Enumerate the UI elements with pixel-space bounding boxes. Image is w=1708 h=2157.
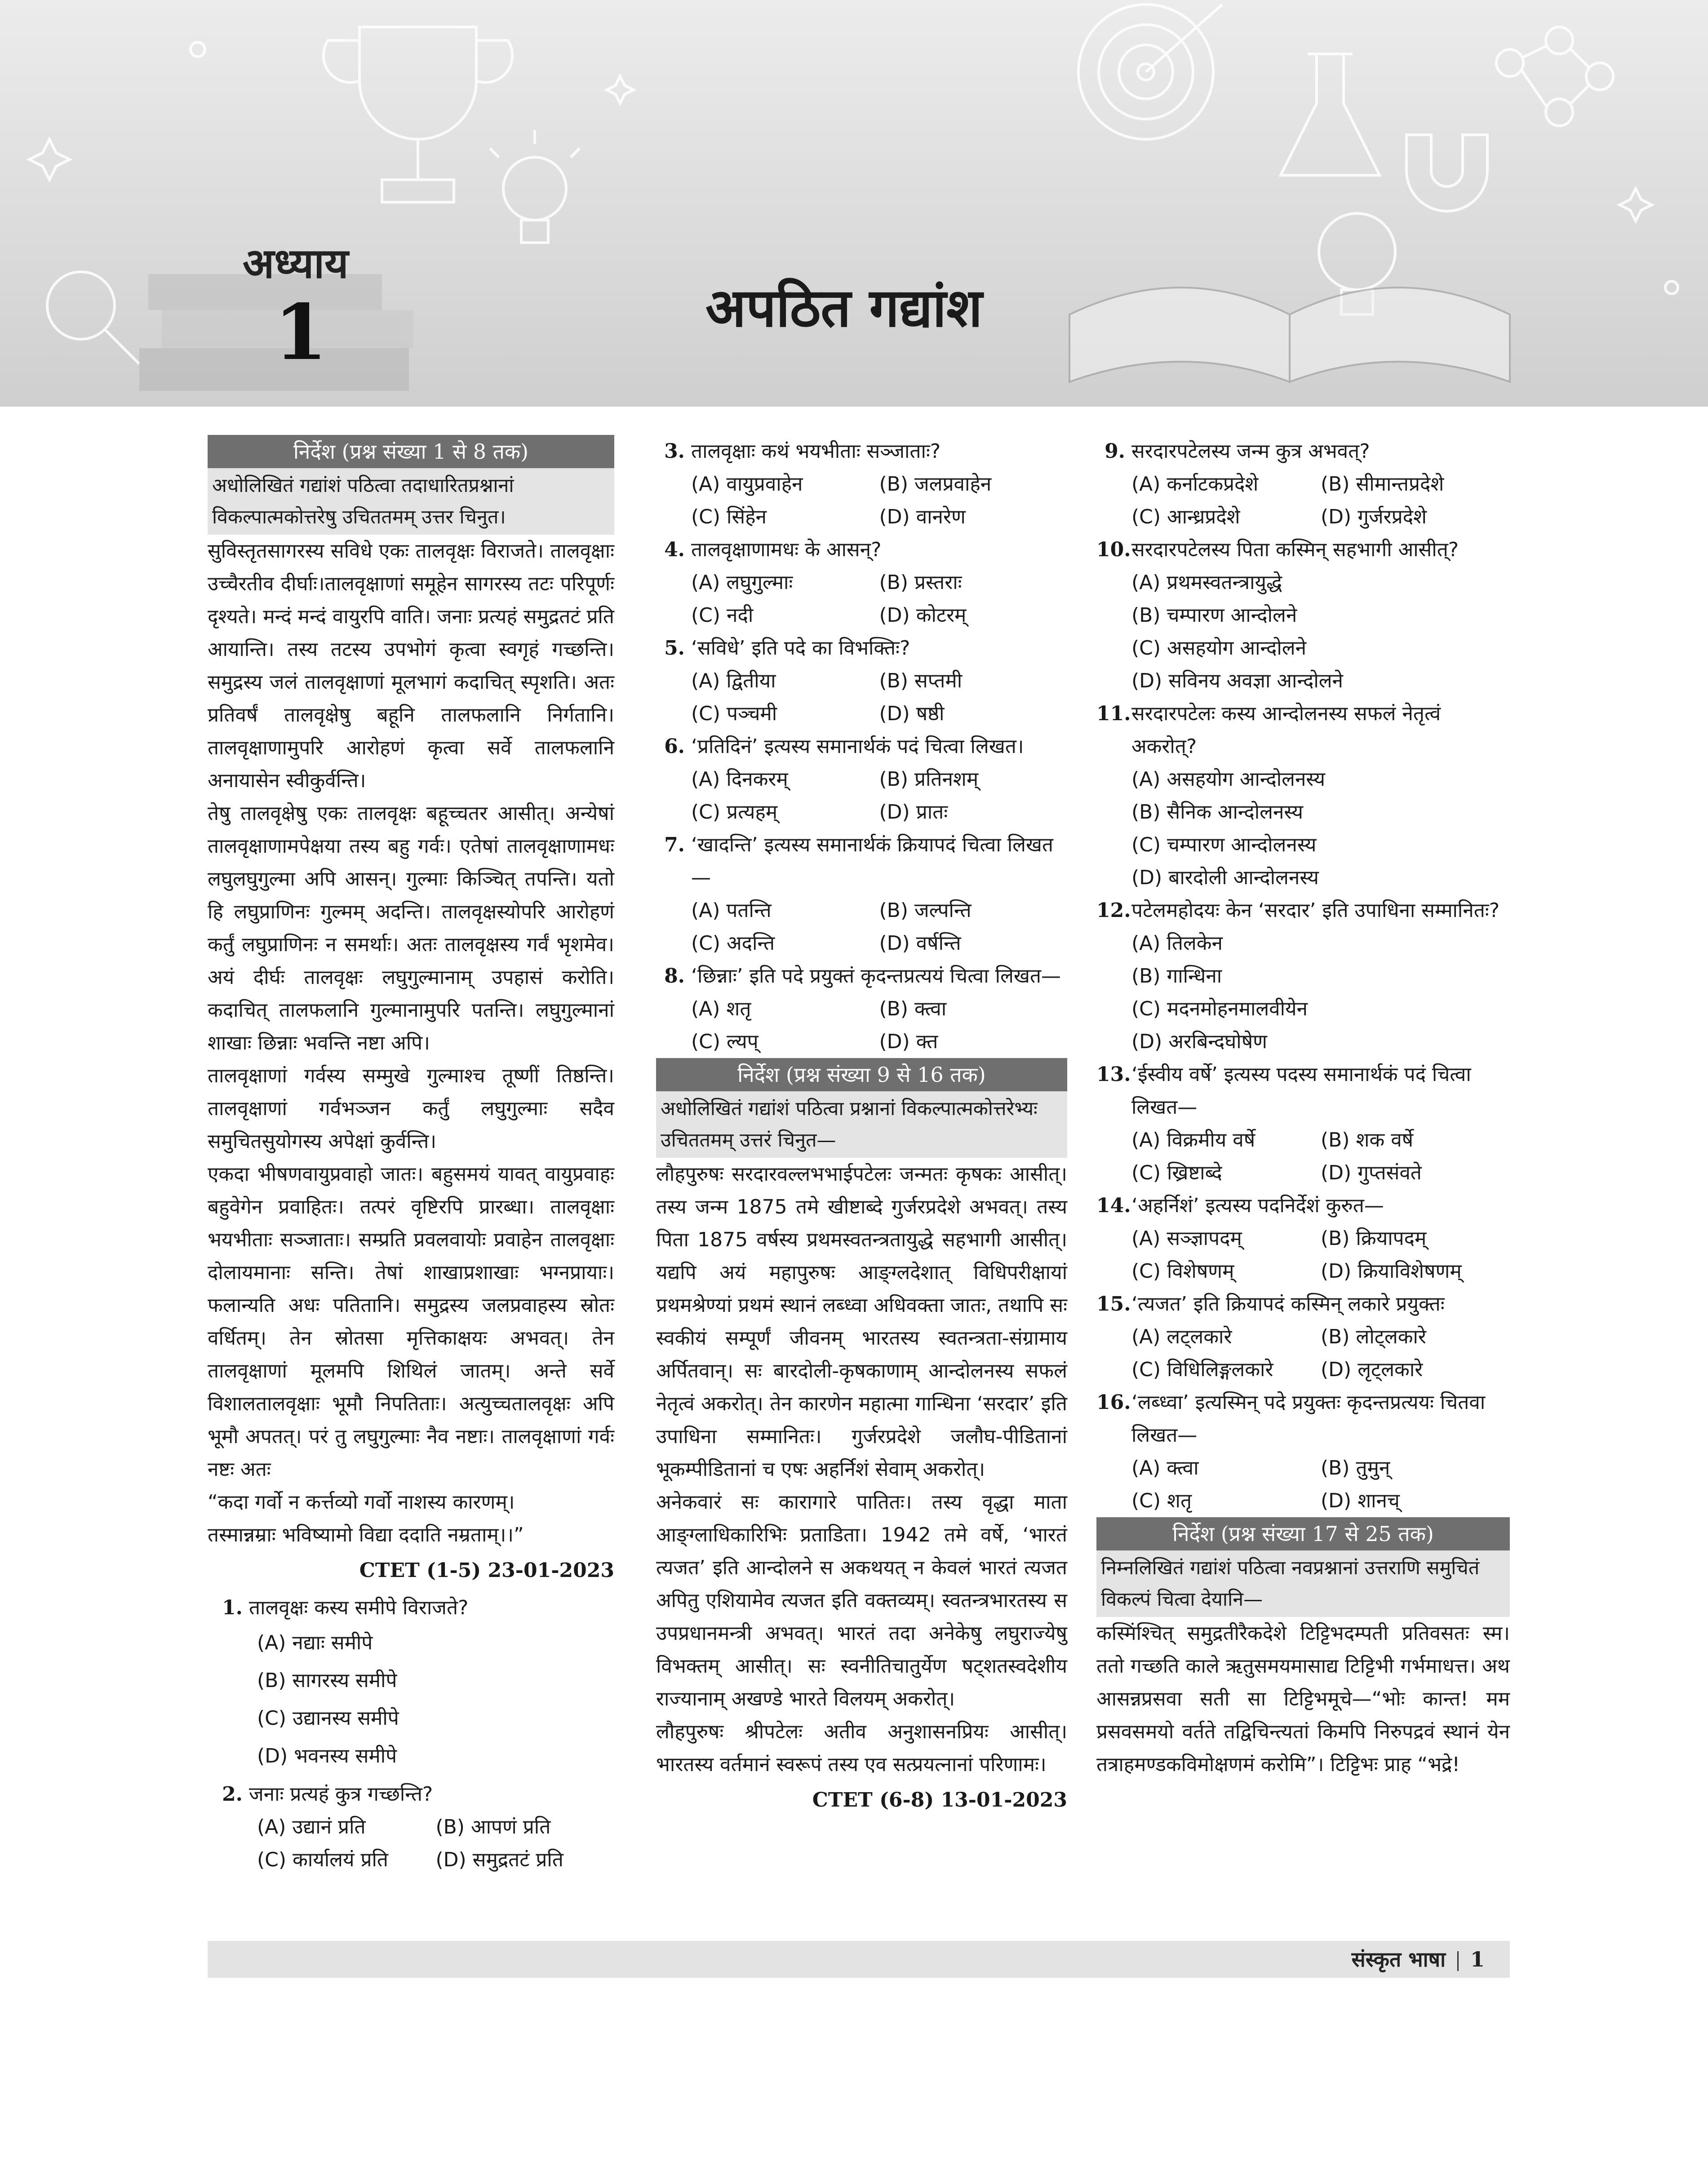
option: (C) पञ्चमी: [691, 702, 777, 725]
option: (A) सञ्ज्ञापदम्: [1131, 1227, 1242, 1250]
chapter-number: 1: [274, 288, 328, 377]
flask-icon: [1281, 54, 1380, 175]
option: (D) प्रातः: [879, 801, 948, 824]
option: (B) सीमान्तप्रदेशे: [1321, 473, 1444, 496]
option: (B) जलप्रवाहेन: [879, 473, 992, 496]
option: (C) मदनमोहनमालवीयेन: [1131, 997, 1308, 1020]
question-4: [656, 533, 1067, 632]
question-text: पटेलमहोदयः केन ‘सरदार’ इति उपाधिना सम्मानितः?: [1131, 899, 1500, 922]
verse-line: “कदा गर्वो न कर्त्तव्यो गर्वो नाशस्य कारणम्।: [208, 1491, 515, 1514]
option: (A) नद्याः समीपे: [257, 1631, 373, 1654]
question-10: [1096, 533, 1510, 697]
option: (A) लघुगुल्माः: [691, 571, 793, 594]
question-number: 11.: [1096, 702, 1131, 725]
page-footer: [208, 1941, 1510, 1978]
option: (B) सैनिक आन्दोलनस्य: [1131, 801, 1304, 824]
passage-paragraph: लौहपुरुषः सरदारवल्लभभाईपटेलः जन्मतः कृषकः आसीत्। तस्य जन्म 1875 तमे खीष्टाब्दे गुर्जरप्रदेशे अभवत्। तस्य पिता 1875 वर्षस्य प्रथमस्वतन्त्रतायुद्धे सहभागी आसीत्। यद्यपि अयं महापुरुषः आङ्ग्लदेशात् विधिपरीक्षायां प्रथमश्रेण्यां प्रथमं स्थानं लब्ध्वा अधिवक्ता जातः, तथापि सः स्वकीयं सम्पूर्णं जीवनम् भारतस्य स्वतन्त्रता-संग्रामाय अर्पितवान्। सः बारदोली-कृषकाणाम् आन्दोलनस्य सफलं नेतृत्वं अकरोत्। तेन कारणेन महात्मा गान्धिना ‘सरदार’ इति उपाधिना सम्मानितः। गुर्जरप्रदेशे जलौघ-पीडितानां भूकम्पीडितानां च एषः अहर्निशं सेवाम् अकरोत्।: [656, 1163, 1067, 1481]
question-6: [656, 730, 1067, 828]
option: (A) असहयोग आन्दोलनस्य: [1131, 768, 1326, 791]
exam-source: CTET (1-5) 23-01-2023: [359, 1559, 614, 1582]
book-icon: [1069, 288, 1510, 382]
section-3-instruction: निम्नलिखितं गद्यांशं पठित्वा नवप्रश्नानां उत्तराणि समुचितं विकल्पं चित्वा देयानि—: [1096, 1550, 1510, 1617]
column-2: [656, 435, 1067, 1821]
question-text: ‘त्यजत’ इति क्रियापदं कस्मिन् लकारे प्रयुक्तः: [1131, 1293, 1445, 1315]
question-text: सरदारपटेलस्य पिता कस्मिन् सहभागी आसीत्?: [1131, 538, 1459, 561]
question-number: 2.: [222, 1783, 243, 1806]
question-text: ‘सविधे’ इति पदे का विभक्तिः?: [691, 637, 910, 660]
question-8: [656, 960, 1067, 1058]
passage-paragraph: अनेकवारं सः कारागारे पातितः। तस्य वृद्धा माता आङ्ग्लाधिकारिभिः प्रताडिता। 1942 तमे वर्षे, ‘भारतं त्यजत’ इति आन्दोलने स अकथयत् न केवलं भारतं त्यजत अपितु एशियामेव त्यजत इति वक्तव्यम्। स्वतन्त्रभारतस्य स उपप्रधानमन्त्री अभवत्। भारतं तदा अनेकेषु लघुराज्येषु विभक्तम् आसीत्। सः स्वनीतिचातुर्येण षट्शतस्वदेशीय राज्यानाम् अखण्डे भारते विलयम् अकरोत्।: [656, 1491, 1067, 1710]
section-1-passage: [208, 535, 614, 1551]
option: (D) सविनय अवज्ञा आन्दोलने: [1131, 669, 1343, 692]
question-14: [1096, 1189, 1510, 1288]
question-16: [1096, 1386, 1510, 1517]
question-5: [656, 632, 1067, 730]
question-2: [208, 1778, 614, 1876]
section-1-instruction: अधोलिखितं गद्यांशं पठित्वा तदाधारितप्रश्नानां विकल्पात्मकोत्तरेषु उचिततमम् उत्तर चिनुत।: [208, 468, 614, 535]
question-number: 4.: [664, 538, 685, 561]
option: (A) शतृ: [691, 997, 751, 1020]
option: (B) सप्तमी: [879, 669, 963, 692]
option: (D) क्त: [879, 1030, 938, 1053]
footer-subject: संस्कृत भाषा: [1351, 1947, 1446, 1971]
option: (C) असहयोग आन्दोलने: [1131, 637, 1307, 660]
option: (D) गुप्तसंवते: [1321, 1161, 1422, 1184]
question-11: [1096, 697, 1510, 894]
option: (A) वायुप्रवाहेन: [691, 473, 803, 496]
option: (A) प्रथमस्वतन्त्रायुद्धे: [1131, 571, 1282, 594]
question-text: ‘प्रतिदिनं’ इत्यस्य समानार्थकं पदं चित्वा लिखत।: [691, 735, 1024, 758]
banner-illustration: [0, 0, 1708, 407]
option: (B) गान्धिना: [1131, 965, 1222, 988]
option: (A) द्वितीया: [691, 669, 776, 692]
option: (A) उद्यानं प्रति: [257, 1816, 366, 1838]
option: (C) चम्पारण आन्दोलनस्य: [1131, 833, 1317, 856]
molecule-icon: [1496, 27, 1613, 126]
option: (C) शतृ: [1131, 1489, 1192, 1512]
option: (D) कोटरम्: [879, 604, 967, 627]
section-3-passage: [1096, 1617, 1510, 1781]
question-text: ‘ईस्वीय वर्षे’ इत्यस्य पदस्य समानार्थकं पदं चित्वा लिखत—: [1131, 1063, 1471, 1119]
option: (D) क्रियाविशेषणम्: [1321, 1260, 1462, 1283]
passage-paragraph: तेषु तालवृक्षेषु एकः तालवृक्षः बहूच्चतर आसीत्। अन्येषां तालवृक्षाणामपेक्षया तस्य बहु गर्वः। एतेषां तालवृक्षाणामधः लघुलघुगुल्मा अपि आसन्। गुल्माः किञ्चित् तपन्ति। यतो हि लघुप्राणिनः गुल्मम् अदन्ति। तालवृक्षस्योपरि आरोहणं कर्तुं लघुप्राणिनः न समर्थाः। अतः तालवृक्षस्य गर्वं भृशमेव। अयं दीर्घः तालवृक्षः लघुगुल्मानाम् उपहासं करोति। कदाचित् तालफलानि गुल्मानामुपरि पतन्ति। लघुगुल्मानां शाखाः छिन्नाः भवन्ति नष्टा अपि।: [208, 802, 614, 1054]
question-text: जनाः प्रत्यहं कुत्र गच्छन्ति?: [249, 1783, 433, 1806]
question-3: [656, 435, 1067, 533]
section-2-heading: निर्देश (प्रश्न संख्या 9 से 16 तक): [656, 1058, 1067, 1091]
option: (B) सागरस्य समीपे: [257, 1669, 397, 1692]
question-text: सरदारपटेलस्य जन्म कुत्र अभवत्?: [1131, 440, 1370, 463]
option: (B) आपणं प्रति: [435, 1816, 551, 1838]
question-number: 8.: [664, 965, 685, 988]
option: (C) प्रत्यहम्: [691, 801, 778, 824]
question-13: [1096, 1058, 1510, 1189]
option: (D) समुद्रतटं प्रति: [435, 1848, 563, 1871]
option: (A) विक्रमीय वर्षे: [1131, 1129, 1255, 1152]
chapter-label: अध्याय: [243, 239, 349, 288]
option: (C) आन्ध्रप्रदेशे: [1131, 505, 1240, 528]
question-number: 7.: [664, 833, 685, 856]
option: (B) प्रस्तराः: [879, 571, 962, 594]
option: (A) पतन्ति: [691, 899, 772, 922]
option: (C) ल्यप्: [691, 1030, 759, 1053]
option: (B) शक वर्षे: [1321, 1129, 1414, 1152]
option: (C) विशेषणम्: [1131, 1260, 1234, 1283]
option: (D) भवनस्य समीपे: [257, 1745, 397, 1767]
option: (A) दिनकरम्: [691, 768, 788, 791]
magnet-icon: [1406, 135, 1487, 211]
footer-label: [1352, 1941, 1485, 1978]
passage-paragraph: कस्मिंश्चित् समुद्रतीरैकदेशे टिट्टिभदम्पती प्रतिवसतः स्म। ततो गच्छति काले ऋतुसमयमासाद्य टिट्टिभी गर्भमाधत्त। अथ आसन्नप्रसवा सती सा टिट्टिभमूचे—“भोः कान्त! मम प्रसवसमयो वर्तते तद्विचिन्त्यतां किमपि निरुपद्रवं स्थानं येन तत्राहमण्डकविमोक्षणमं करोमि”। टिट्टिभः प्राह “भद्रे!: [1096, 1622, 1510, 1776]
option: (C) उद्यानस्य समीपे: [257, 1707, 399, 1730]
option: (B) क्रियापदम्: [1321, 1227, 1427, 1250]
question-15: [1096, 1288, 1510, 1386]
section-2-instruction: अधोलिखितं गद्यांशं पठित्वा प्रश्नानां विकल्पात्मकोत्तरेभ्यः उचिततमम् उत्तरं चिनुत—: [656, 1091, 1067, 1158]
option: (A) लट्लकारे: [1131, 1325, 1232, 1348]
option: (A) कर्नाटकप्रदेशे: [1131, 473, 1259, 496]
column-3: [1096, 435, 1510, 1781]
passage-paragraph: लौहपुरुषः श्रीपटेलः अतीव अनुशासनप्रियः आसीत्। भारतस्य वर्तमानं स्वरूपं तस्य एव सत्प्रयत्नानां परिणामः।: [656, 1720, 1067, 1776]
question-9: [1096, 435, 1510, 533]
question-text: सरदारपटेलः कस्य आन्दोलनस्य सफलं नेतृत्वं अकरोत्?: [1131, 702, 1441, 758]
question-text: ‘लब्ध्वा’ इत्यस्मिन् पदे प्रयुक्तः कृदन्तप्रत्ययः चितवा लिखत—: [1131, 1391, 1486, 1447]
option: (A) तिलकेन: [1131, 932, 1223, 955]
option: (B) जल्पन्ति: [879, 899, 972, 922]
question-number: 5.: [664, 637, 685, 660]
question-number: 15.: [1096, 1293, 1131, 1315]
section-2-passage: [656, 1158, 1067, 1781]
option: (C) अदन्ति: [691, 932, 775, 955]
option: (C) नदी: [691, 604, 754, 627]
trophy-icon: [324, 27, 512, 202]
footer-divider: [1457, 1951, 1459, 1971]
question-number: 13.: [1096, 1063, 1131, 1086]
option: (D) षष्ठी: [879, 702, 945, 725]
option: (B) लोट्लकारे: [1321, 1325, 1426, 1348]
option: (C) कार्यालयं प्रति: [257, 1848, 388, 1871]
section-1-heading: निर्देश (प्रश्न संख्या 1 से 8 तक): [208, 435, 614, 468]
option: (B) प्रतिनशम्: [879, 768, 979, 791]
question-number: 12.: [1096, 899, 1131, 922]
option: (A) क्त्वा: [1131, 1457, 1199, 1479]
option: (C) ख्रिष्टाब्दे: [1131, 1161, 1222, 1184]
option: (D) गुर्जरप्रदेशे: [1321, 505, 1427, 528]
question-text: तालवृक्षाः कथं भयभीताः सञ्जाताः?: [691, 440, 941, 463]
question-number: 6.: [664, 735, 685, 758]
question-number: 10.: [1096, 538, 1131, 561]
question-text: तालवृक्षाणामधः के आसन्?: [691, 538, 882, 561]
question-number: 1.: [222, 1596, 243, 1619]
option: (C) विधिलिङ्गलकारे: [1131, 1358, 1273, 1381]
option: (D) अरबिन्दघोषेण: [1131, 1030, 1267, 1053]
target-icon: [1078, 4, 1222, 139]
chapter-title: अपठित गद्यांश: [705, 276, 983, 339]
option: (C) सिंहेन: [691, 505, 767, 528]
question-text: ‘अहर्निशं’ इत्यस्य पदनिर्देशं कुरुत—: [1131, 1194, 1384, 1217]
option: (B) तुमुन्: [1321, 1457, 1390, 1479]
option: (D) बारदोली आन्दोलनस्य: [1131, 866, 1319, 889]
question-text: ‘खादन्ति’ इत्यस्य समानार्थकं क्रियापदं चित्वा लिखत—: [691, 833, 1053, 889]
section-3-heading: निर्देश (प्रश्न संख्या 17 से 25 तक): [1096, 1517, 1510, 1550]
column-1: [208, 435, 614, 1879]
question-number: 16.: [1096, 1391, 1131, 1414]
option: (D) शानच्: [1321, 1489, 1400, 1512]
question-number: 3.: [664, 440, 685, 463]
page-number: 1: [1470, 1947, 1485, 1971]
passage-paragraph: सुविस्तृतसागरस्य सविधे एकः तालवृक्षः विराजते। तालवृक्षाः उच्चैरतीव दीर्घाः।तालवृक्षाणां समूहेन सागरस्य तटः परिपूर्णः दृश्यते। मन्दं मन्दं वायुरपि वाति। जनाः प्रत्यहं समुद्रतटं प्रति आयान्ति। तस्य तटस्य उपभोगं कृत्वा स्वगृहं गच्छन्ति। समुद्रस्य जलं तालवृक्षाणां मूलभागं कदाचित् स्पृशति। अतः प्रतिवर्षं तालवृक्षेषु बहूनि तालफलानि निर्गतानि। तालवृक्षाणामुपरि आरोहणं कृत्वा सर्वे तालफलानि अनायासेन स्वीकुर्वन्ति।: [208, 540, 614, 792]
question-7: [656, 828, 1067, 960]
passage-paragraph: तालवृक्षाणां गर्वस्य सम्मुखे गुल्माश्च तूष्णीं तिष्ठन्ति। तालवृक्षाणां गर्वभञ्जन कर्तुं लघुगुल्माः सदैव समुचितसुयोगस्य अपेक्षां कुर्वन्ति।: [208, 1064, 614, 1153]
verse-line: तस्मान्नम्राः भविष्यामो विद्या ददाति नम्रताम्।।”: [208, 1524, 524, 1546]
lightbulb-icon: [490, 130, 580, 243]
question-1: [208, 1591, 614, 1775]
magnifier-icon: [47, 272, 139, 364]
question-number: 9.: [1105, 440, 1125, 463]
question-number: 14.: [1096, 1194, 1131, 1217]
chapter-banner: [0, 0, 1708, 407]
question-text: ‘छिन्नाः’ इति पदे प्रयुक्तं कृदन्तप्रत्ययं चित्वा लिखत—: [691, 965, 1061, 988]
question-text: तालवृक्षः कस्य समीपे विराजते?: [249, 1596, 469, 1619]
option: (B) क्त्वा: [879, 997, 947, 1020]
option: (B) चम्पारण आन्दोलने: [1131, 604, 1297, 627]
option: (D) वर्षन्ति: [879, 932, 961, 955]
exam-source: CTET (6-8) 13-01-2023: [812, 1789, 1067, 1812]
option: (D) लृट्लकारे: [1321, 1358, 1423, 1381]
passage-paragraph: एकदा भीषणवायुप्रवाहो जातः। बहुसमयं यावत् वायुप्रवाहः बहुवेगेन प्रवाहितः। तत्परं वृष्टिरपि प्रारब्धा। तालवृक्षाः भयभीताः सञ्जाताः। सम्प्रति प्रवलवायोः प्रवाहेन तालवृक्षाः दोलायमानाः सन्ति। तेषां शाखाप्रशाखाः भग्नप्रायाः। फलान्यति अधः पतितानि। समुद्रस्य जलप्रवाहस्य स्रोतः वर्धितम्। तेन स्रोतसा मृत्तिकाक्षयः अभवत्। तेन तालवृक्षाणां मूलमपि शिथिलं जातम्। अन्ते सर्वे विशालतालवृक्षाः भूमौ निपतिताः। अत्युच्चतालवृक्षः अपि भूमौ अपतत्। परं तु लघुगुल्माः नैव नष्टाः। तालवृक्षाणां गर्वः नष्टः अतः: [208, 1163, 614, 1481]
option: (D) वानरेण: [879, 505, 966, 528]
question-12: [1096, 894, 1510, 1058]
